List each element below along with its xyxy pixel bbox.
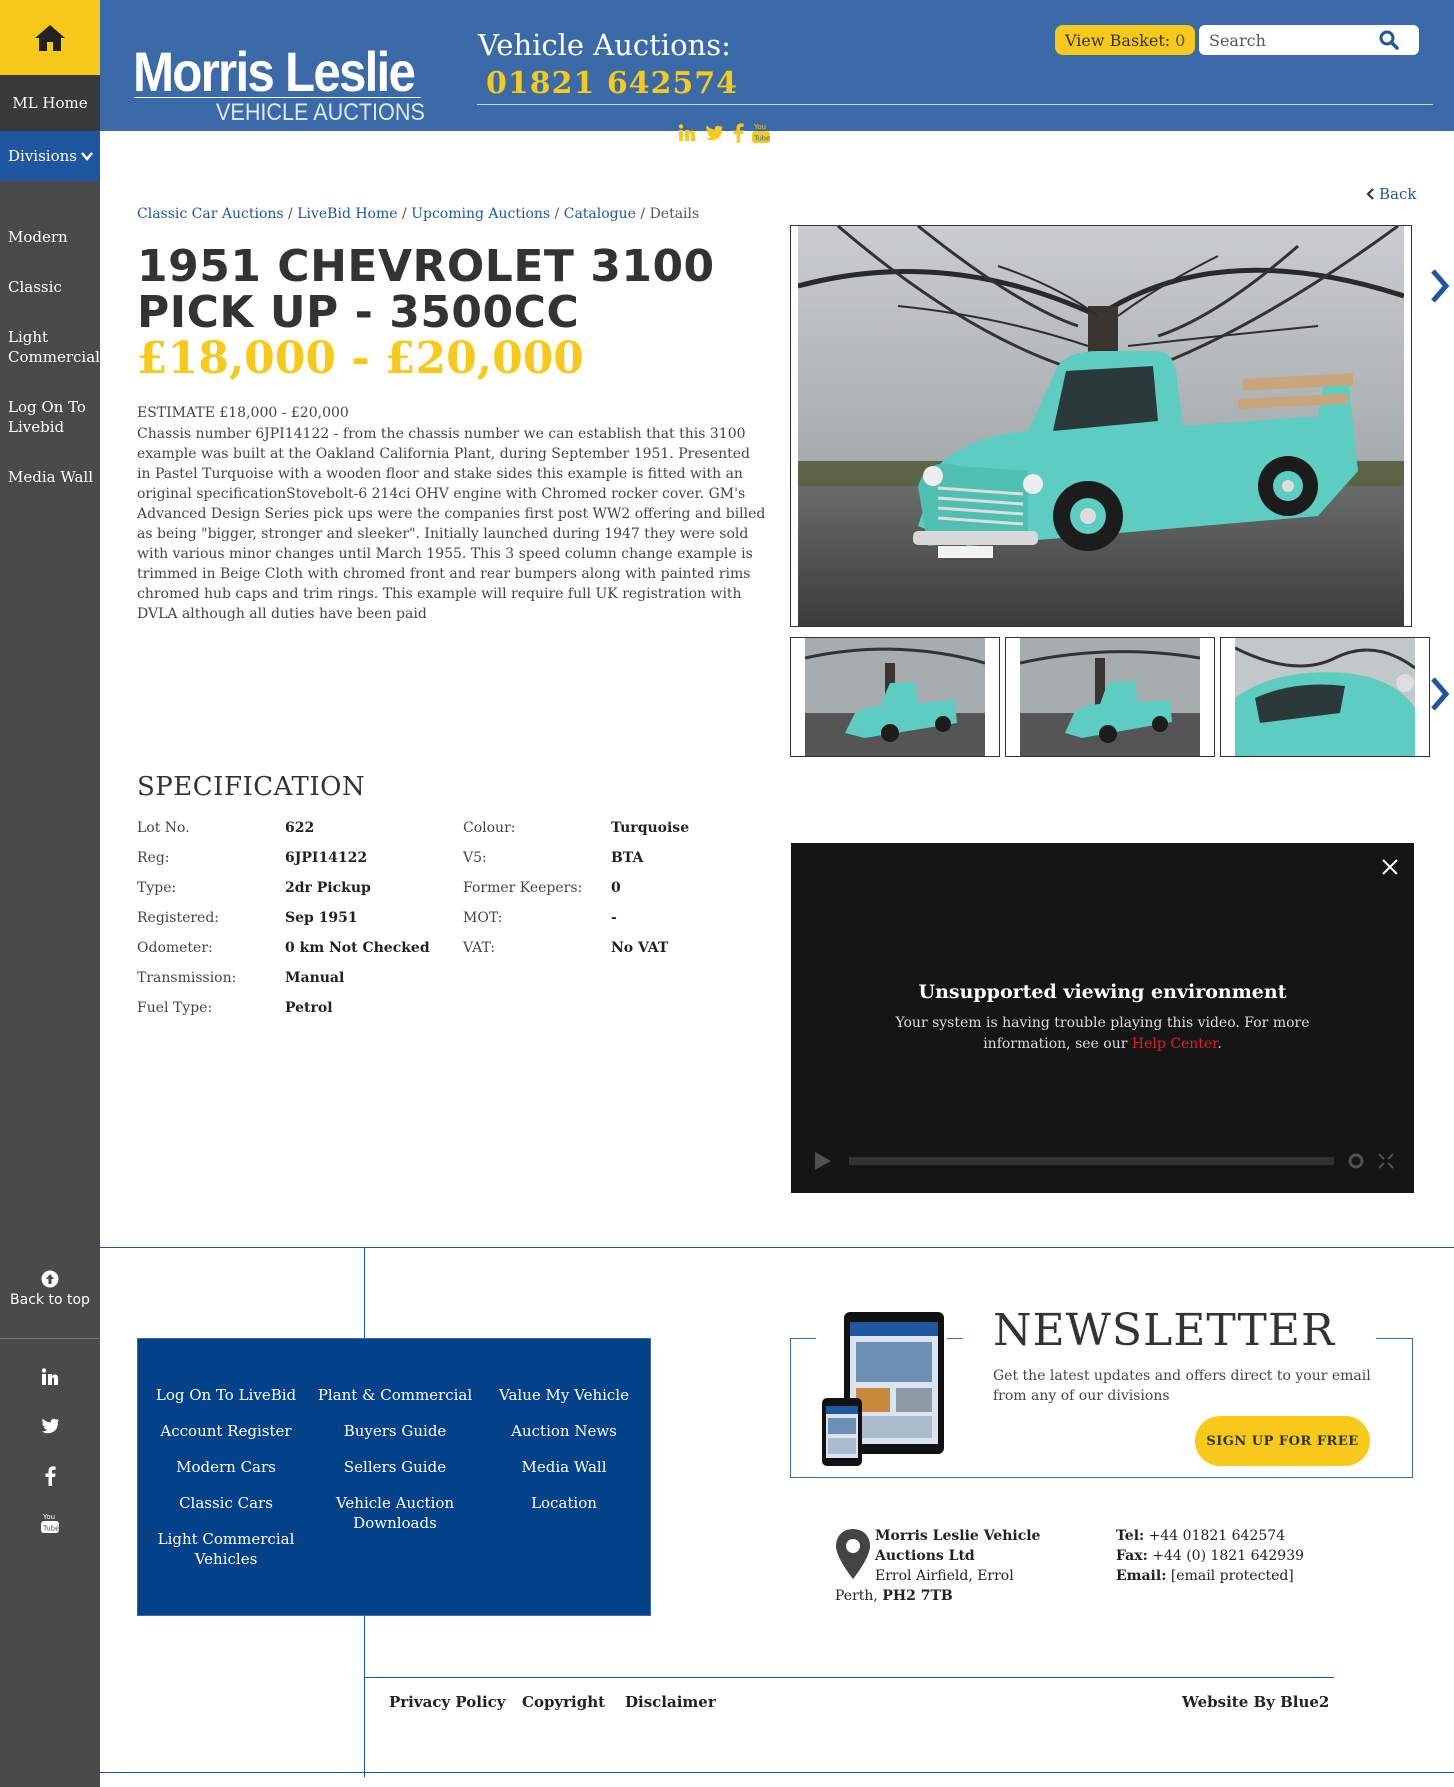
footer-link-account-register[interactable]: Account Register [160,1422,292,1440]
breadcrumb-livebid-home[interactable]: LiveBid Home [297,206,398,222]
next-image-arrow[interactable] [1430,268,1450,304]
linkedin-icon [41,1368,59,1386]
footer-link-auction-news[interactable]: Auction News [511,1422,617,1440]
close-icon[interactable] [1382,859,1398,875]
breadcrumb-classic-car-auctions[interactable]: Classic Car Auctions [137,206,284,222]
sidebar-divider [0,1338,100,1339]
video-controls [811,1143,1394,1179]
basket-count: 0 [1175,30,1186,50]
arrow-up-circle-icon [41,1270,59,1288]
basket-label: View Basket: [1065,30,1171,50]
truck-photo [798,226,1404,626]
back-to-top-button[interactable] [0,1270,100,1308]
svg-text:Tube: Tube [754,134,770,143]
back-label: Back [1379,185,1417,203]
next-thumbnails-arrow[interactable] [1430,676,1450,712]
divisions-label: Divisions [8,147,77,165]
linkedin-icon[interactable] [678,124,696,142]
footer-links-panel [137,1338,651,1616]
address-postcode: PH2 7TB [882,1588,953,1604]
copyright-link[interactable]: Copyright [522,1693,606,1711]
spec-value-registered: Sep 1951 [285,910,358,926]
spec-value-transmission: Manual [285,970,345,986]
footer-link-light-commercial[interactable]: Light Commercial Vehicles [157,1530,295,1568]
youtube-icon[interactable] [752,122,770,144]
company-name: Morris Leslie Vehicle Auctions Ltd [875,1528,1041,1564]
fax-value: +44 (0) 1821 642939 [1152,1548,1305,1564]
spec-label-odometer: Odometer: [137,940,213,956]
page-title [137,241,757,338]
sidebar-item-modern[interactable]: Modern [8,228,68,246]
spec-value-odometer: 0 km Not Checked [285,940,430,956]
devices-image [820,1308,945,1468]
specification-title: SPECIFICATION [137,772,366,802]
spec-label-mot: MOT: [463,910,503,926]
footer-link-modern-cars[interactable]: Modern Cars [176,1458,276,1476]
video-error-message [891,1013,1314,1055]
spec-value-vat: No VAT [611,940,669,956]
spec-label-vat: VAT: [463,940,496,956]
privacy-policy-link[interactable]: Privacy Policy [389,1693,506,1711]
home-icon [33,23,67,53]
spec-label-transmission: Transmission: [137,970,237,986]
spec-label-lot: Lot No. [137,820,190,836]
search-icon[interactable] [1379,30,1399,50]
newsletter-border [1376,1338,1413,1339]
twitter-icon [40,1418,60,1434]
help-center-link[interactable]: Help Center [1131,1036,1218,1052]
spec-label-former-keepers: Former Keepers: [463,880,583,896]
newsletter-title: NEWSLETTER [993,1305,1336,1356]
search-input[interactable] [1209,31,1379,50]
facebook-icon [44,1466,56,1486]
thumbnail-3[interactable] [1220,637,1430,757]
breadcrumb: Classic Car Auctions / LiveBid Home / Upcoming Auctions / Catalogue / Details [137,206,700,222]
footer-link-buyers-guide[interactable]: Buyers Guide [343,1422,447,1440]
logo-main-text[interactable]: Morris Leslie [133,40,415,103]
footer-link-plant-commercial[interactable]: Plant & Commercial [317,1386,473,1404]
thumbnail-2[interactable] [1005,637,1215,757]
sidebar-item-divisions[interactable] [0,131,100,181]
email-value[interactable]: [email protected] [1170,1568,1294,1584]
breadcrumb-catalogue[interactable]: Catalogue [563,206,636,222]
spec-label-v5: V5: [463,850,487,866]
fullscreen-icon[interactable] [1378,1153,1394,1169]
thumbnail-1-photo [805,638,985,756]
site-header [100,0,1454,143]
sidebar-item-livebid[interactable]: Log On To Livebid [8,398,86,436]
tel-label: Tel: [1116,1528,1145,1544]
thumbnail-2-photo [1020,638,1200,756]
spec-value-mot: - [611,910,617,926]
footer-top-line [100,1247,1454,1248]
footer-link-downloads[interactable]: Vehicle Auction Downloads [335,1494,455,1532]
spec-value-type: 2dr Pickup [285,880,371,896]
youtube-icon [41,1512,59,1534]
chevron-down-icon [81,151,93,161]
lot-price: £18,000 - £20,000 [137,333,584,384]
lot-description: Chassis number 6JPI14122 - from the chassis number we can establish that this 3100 example was built at the Oakland California Plant, during September 1951. Presented in Pastel Turquoise with a wooden floor and stake sides this example is fitted with an original specificationStovebolt-6 214ci OHV engine with Chromed rocker cover. GM's Advanced Design Series pick ups were the companies first post WW2 offering and billed as being "bigger, stronger and sleeker". Initially launched during 1947 they were sold with various minor changes until March 1955. This 3 speed column change example is trimmed in Beige Cloth with chromed front and rear bumpers along with painted rims chromed hub caps and trim rings. This example will require full UK registration with DVLA although all duties have been paid [137,426,766,622]
thumbnail-strip [790,637,1430,757]
page-bottom-line [100,1772,1454,1773]
video-player[interactable] [791,843,1414,1193]
spec-label-reg: Reg: [137,850,170,866]
company-address [835,1526,1075,1606]
vehicle-auctions-label: Vehicle Auctions: [478,28,731,62]
back-to-top-label: Back to top [10,1292,90,1308]
contact-tel [1116,1526,1304,1546]
play-icon[interactable] [811,1150,835,1172]
footer-link-value-vehicle[interactable]: Value My Vehicle [499,1386,629,1404]
sidebar-item-light-commercial[interactable]: Light Commercial [8,328,100,366]
svg-text:Tube: Tube [43,1524,59,1533]
sidebar-youtube-link[interactable] [0,1512,100,1534]
logo-divider [134,97,421,98]
gear-icon[interactable] [1348,1153,1364,1169]
header-social-links [678,122,770,144]
auctions-phone[interactable]: 01821 642574 [486,66,739,101]
disclaimer-link[interactable]: Disclaimer [625,1693,716,1711]
spec-value-lot: 622 [285,820,315,836]
video-progress-bar[interactable] [849,1157,1334,1165]
address-town: Perth, [835,1588,878,1604]
newsletter-border [947,1338,963,1339]
left-sidebar [0,0,100,1787]
spec-label-colour: Colour: [463,820,516,836]
company-contact [1116,1526,1304,1586]
thumbnail-1[interactable] [790,637,1000,757]
svg-text:You: You [754,123,767,131]
fax-label: Fax: [1116,1548,1148,1564]
spec-value-colour: Turquoise [611,820,690,836]
header-divider [477,104,1433,105]
spec-label-registered: Registered: [137,910,220,926]
footer-link-sellers-guide[interactable]: Sellers Guide [343,1458,447,1476]
home-button[interactable] [0,0,100,75]
footer-link-livebid[interactable]: Log On To LiveBid [155,1386,297,1404]
spec-value-fuel: Petrol [285,1000,333,1016]
video-error-text: Your system is having trouble playing this video. For more information, see our [895,1015,1310,1052]
svg-text:You: You [43,1513,56,1521]
footer-link-classic-cars[interactable]: Classic Cars [179,1494,273,1512]
back-link[interactable] [1366,185,1416,203]
view-basket-button[interactable] [1055,25,1195,55]
facebook-icon[interactable] [732,123,744,143]
sidebar-item-ml-home[interactable]: ML Home [0,75,100,131]
spec-value-v5: BTA [611,850,644,866]
chevron-left-icon [1366,188,1374,200]
footer-link-location[interactable]: Location [531,1494,597,1512]
website-by-link[interactable]: Website By Blue2 [1182,1693,1330,1711]
spec-value-former-keepers: 0 [611,880,621,896]
video-error-title: Unsupported viewing environment [918,981,1287,1003]
sidebar-item-classic[interactable]: Classic [8,278,62,296]
logo-sub-text: VEHICLE AUCTIONS [216,99,425,126]
breadcrumb-upcoming-auctions[interactable]: Upcoming Auctions [411,206,551,222]
spec-label-fuel: Fuel Type: [137,1000,213,1016]
twitter-icon[interactable] [704,125,724,141]
tel-value[interactable]: +44 01821 642574 [1148,1528,1286,1544]
spec-value-reg: 6JPI14122 [285,850,368,866]
email-label: Email: [1116,1568,1167,1584]
sidebar-linkedin-link[interactable] [0,1368,100,1386]
breadcrumb-current: Details [649,206,700,222]
sidebar-twitter-link[interactable] [0,1418,100,1434]
title-line-1: 1951 CHEVROLET 3100 [137,241,715,292]
lot-estimate: ESTIMATE £18,000 - £20,000 [137,405,349,421]
contact-fax [1116,1546,1304,1566]
sidebar-item-media-wall[interactable]: Media Wall [8,468,93,486]
thumbnail-3-photo [1235,638,1415,756]
main-vehicle-image[interactable] [790,225,1412,627]
footer-bottom-line [364,1677,1334,1678]
newsletter-signup-button[interactable]: SIGN UP FOR FREE [1195,1416,1370,1466]
newsletter-border [790,1338,816,1339]
search-box [1199,25,1419,55]
spec-label-type: Type: [137,880,177,896]
address-line-1: Errol Airfield, Errol [875,1568,1014,1584]
contact-email [1116,1566,1304,1586]
footer-link-media-wall[interactable]: Media Wall [521,1458,607,1476]
video-error-end: . [1217,1036,1222,1052]
title-line-2: PICK UP - 3500CC [137,287,580,338]
address-line-2 [835,1586,1075,1606]
sidebar-facebook-link[interactable] [0,1466,100,1486]
newsletter-text: Get the latest updates and offers direct to your email from any of our divisions [993,1368,1371,1404]
